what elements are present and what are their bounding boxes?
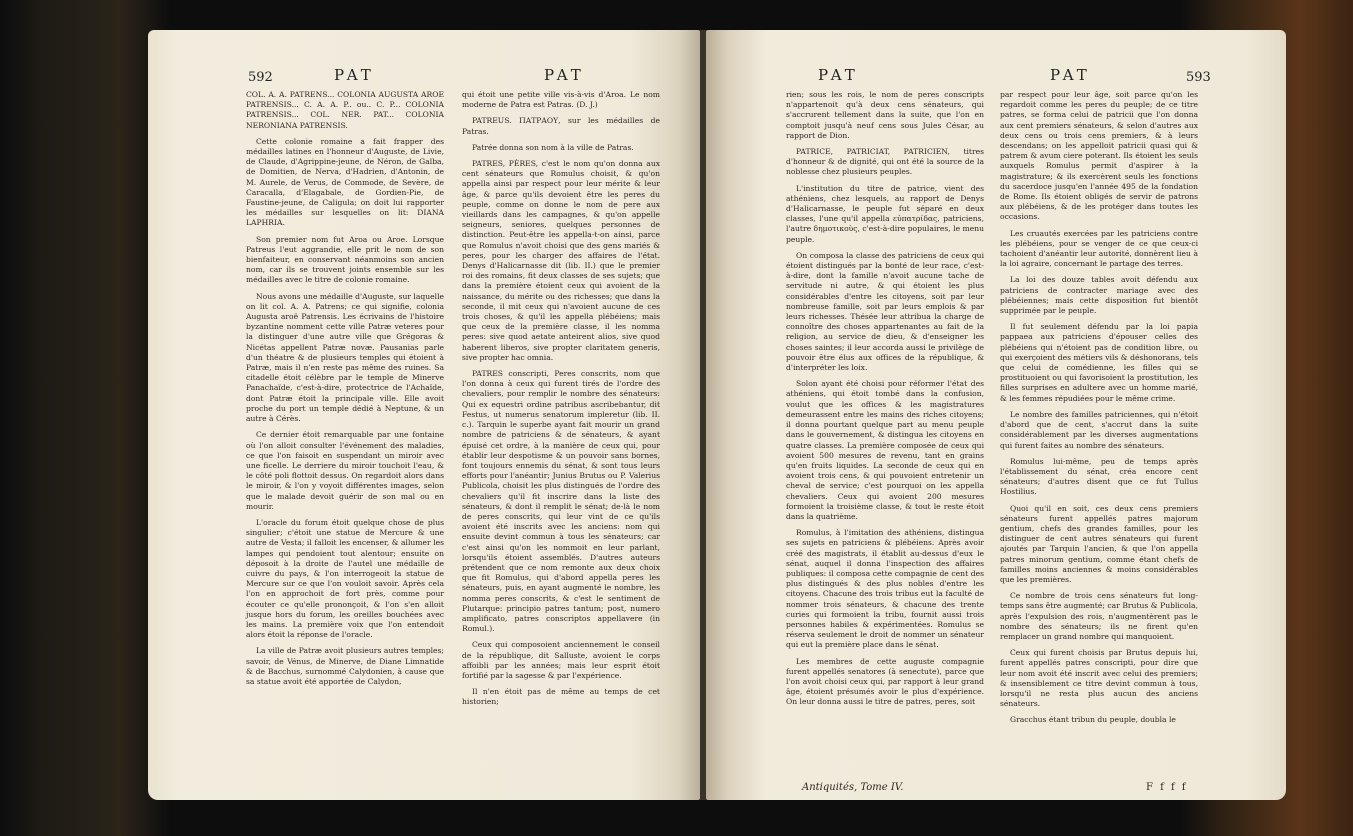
paragraph: Cette colonie romaine a fait frapper des médailles latines en l'honneur d'Auguste, de Livie, de Claude, d'Agrippine-jeune, de Néron, de Galba, de Domitien, de Nerva, d'Hadrien, d'Antonin, de M. Aurele, de Verus, de Commode, de Sevère, de Caracalla, d'Elagabale, de Gordien-Pie, de Faustine-jeune, de Caligula; on doit lui rapporter les médailles sur lesquelles on lit: DIANA LAPHRIA. bbox=[246, 136, 444, 228]
paragraph: L'oracle du forum étoit quelque chose de plus singulier; c'étoit une statue de Mercure & une autre de Vesta; il falloit les encenser, & allumer les lampes qui pendoient tout alentour; ensuite on déposoit à la droite de l'autel une médaille de cuivre du pays, & l'on interrogeoit la statue de Mercure sur ce que l'on vouloit savoir. Après cela l'on en approchoit de fort près, comme pour écouter ce qu'elle prononçoit, & l'on s'en alloit jusque hors du forum, les oreilles bouchées avec les mains. La première voix que l'on entendoit alors étoit la réponse de l'oracle. bbox=[246, 517, 444, 640]
paragraph: Ce nombre de trois cens sénateurs fut long-temps sans être augmenté; car Brutus & Publicola, après l'expulsion des rois, n'augmentèrent pas le nombre des sénateurs; ils ne firent qu'en remplacer un grand nombre qui manquoient. bbox=[1000, 591, 1198, 641]
paragraph: Le nombre des familles patriciennes, qui n'étoit d'abord que de cent, s'accrut dans la suite considérablement par les diverses augmentations qui furent faites au nombre des sénateurs. bbox=[1000, 409, 1198, 450]
paragraph: Romulus lui-même, peu de temps après l'établissement du sénat, créa encore cent sénateurs; d'autres disent que ce fut Tullus Hostilius. bbox=[1000, 456, 1198, 497]
paragraph: Romulus, à l'imitation des athéniens, distingua ses sujets en patriciens & plébéiens. Après avoir créé des magistrats, il établit au-dessus d'eux le sénat, auquel il donna l'inspection des affaires publiques: il composa cette compagnie de cent des plus distingués & des plus nobles d'entre les citoyens. Chacune des trois tribus eut la faculté de nommer trois sénateurs, & chacune des trente curies qui formoient la tribu, fournit aussi trois personnes habiles & expérimentées. Romulus se réserva seulement le droit de nommer un sénateur qui eut la première place dans le sénat. bbox=[786, 528, 984, 650]
paragraph: PATRES, PÈRES, c'est le nom qu'on donna aux cent sénateurs que Romulus choisit, & qu'on appella ainsi par respect pour leur mérite & leur âge, & parce qu'ils devoient être les peres du peuple, comme on donne le nom de pere aux vieillards dans les campagnes, & qu'on appelle seigneurs, seniores, quelques personnes de distinction. Peut-être les appella-t-on ainsi, parce que Romulus n'avoit choisi que des gens mariés & peres, pour les charger des affaires de l'état. Denys d'Halicarnasse dit (lib. II.) que le premier roi des romains, fit deux classes de ses sujets; que dans la première étoient ceux qui avoient de la naissance, du mérite ou des richesses; que dans la seconde, il mit ceux qui n'avoient aucune de ces trois choses, & qu'il les appella plébéiens; mais que ceux de la première classe, il les nomma peres: sive quod aetate anteirent alios, sive quod haberent liberos, sive propter claritatem generis, sive propter hac omnia. bbox=[462, 159, 660, 362]
paragraph: Ce dernier étoit remarquable par une fontaine où l'on alloit consulter l'événement des maladies, ce que l'on faisoit en suspendant un miroir avec une ficelle. Le derriere du miroir touchoit l'eau, & le côté poli flottoit dessus. On regardoit alors dans le miroir, & l'on y voyoit différentes images, selon que le malade devoit guérir de son mal ou en mourir. bbox=[246, 430, 444, 511]
paragraph: rien; sous les rois, le nom de peres conscripts n'appartenoit qu'à deux cens sénateurs, qui s'accrurent tellement dans la suite, que l'on en comptoit jusqu'à neuf cens sous Jules César, au rapport de Dion. bbox=[786, 90, 984, 140]
paragraph: La ville de Patræ avoit plusieurs autres temples; savoir, de Vénus, de Minerve, de Diane Limnatide & de Bacchus, surnommé Calydonien, à cause que sa statue avoit été apportée de Calydon, bbox=[246, 646, 444, 686]
paragraph: La loi des douze tables avoit défendu aux patriciens de contracter mariage avec des plébéiennes; mais cette disposition fut bientôt supprimée par le peuple. bbox=[1000, 275, 1198, 316]
paragraph: PATRICE, PATRICIAT, PATRICIEN, titres d'honneur & de dignité, qui ont été la source de la noblesse chez plusieurs peuples. bbox=[786, 147, 984, 177]
footer-volume-title: Antiquités, Tome IV. bbox=[802, 782, 904, 793]
right-column-1 bbox=[786, 90, 984, 714]
right-column-2 bbox=[1000, 90, 1198, 732]
right-page-number: 593 bbox=[1186, 70, 1211, 85]
paragraph: Ceux qui furent choisis par Brutus depuis lui, furent appellés patres conscripti, pour dire que leur nom avoit été inscrit avec celui des premiers; & insensiblement ce titre devint commun à tous, lorsqu'il ne resta plus aucun des anciens sénateurs. bbox=[1000, 648, 1198, 709]
paragraph: Nous avons une médaille d'Auguste, sur laquelle on lit col. A. A. Patrens; ce qui signifie, colonia Augusta aroë Patrensis. Les écrivains de l'histoire byzantine nomment cette ville Patræ veteres pour la distinguer d'une autre ville que Grégoras & Nicétas appellent Patræ novæ. Pausanias parle d'un théatre & de plusieurs temples qui étoient à Patræ, mais il n'en reste pas même des ruines. Sa citadelle étoit célèbre par le temple de Minerve Panachaïde, c'est-à-dire, protectrice de l'Achaïde, dont Patræ étoit la principale ville. Elle avoit proche du port un temple dédié à Neptune, & un autre à Cérès. bbox=[246, 291, 444, 424]
left-running-head-1: PAT bbox=[334, 66, 375, 84]
paragraph: Gracchus étant tribun du peuple, doubla le bbox=[1010, 715, 1176, 725]
paragraph: Les membres de cette auguste compagnie furent appellés senatores (à senectute), parce que l'on avoit choisi ceux qui, par rapport à leur grand âge, étoient présumés avoir le plus d'expérience. On leur donna aussi le titre de patres, peres, soit bbox=[786, 656, 984, 707]
paragraph: Il n'en étoit pas de même au temps de cet historien; bbox=[462, 687, 660, 707]
left-page-number: 592 bbox=[248, 70, 273, 85]
paragraph: Quoi qu'il en soit, ces deux cens premiers sénateurs furent appellés patres majorum gentium, chefs des grandes familles, pour les distinguer de cent autres sénateurs qui furent ajoutés par Tarquin l'ancien, & que l'on appella patres minorum gentium, comme étant chefs de familles moins anciennes & moins considérables que les premières. bbox=[1000, 503, 1198, 584]
paragraph: L'institution du titre de patrice, vient des athéniens, chez lesquels, au rapport de Denys d'Halicarnasse, le peuple fut séparé en deux classes, l'une qu'il appella εὐπατρίδας, patriciens, l'autre δημοτικοὺς, c'est-à-dire populaires, le menu peuple. bbox=[786, 183, 984, 244]
paragraph: PATRES conscripti, Peres conscrits, nom que l'on donna à ceux qui furent tirés de l'ordre des chevaliers, pour remplir le nombre des sénateurs: Qui ex equestri ordine patribus ascribebantur, dit Festus, ut numerus senatorum impleretur (lib. II. c.). Tarquin le superbe ayant fait mourir un grand nombre de patriciens & de sénateurs, & ayant épuisé cet ordre, à la manière de ceux qui, pour établir leur despotisme & un pouvoir sans bornes, font toujours ennemis du sénat, & sont tous leurs efforts pour l'anéantir; Junius Brutus ou P. Valerius Publicola, choisit les plus distingués de l'ordre des chevaliers qu'il fit inscrire dans la liste des sénateurs, & dont il remplit le sénat; de-là le nom de peres conscrits, qui leur vint de ce qu'ils avoient été inscrits avec les anciens: nom qui ensuite devint commun à tous les sénateurs; car c'est ainsi qu'on les nommoit en leur parlant, lorsqu'ils étoient assemblés. D'autres auteurs prétendent que ce nom remonte aux deux choix que fit Romulus, qui d'abord appella peres les sénateurs, puis, en ayant augmenté le nombre, les nomma peres conscrits, & c'est le sentiment de Plutarque: principio patres tantum; post, numero amplificato, patres conscriptos appellavere (in Romul.). bbox=[462, 369, 660, 634]
paragraph: Solon ayant été choisi pour réformer l'état des athéniens, qui étoit tombé dans la confusion, voulut que les offices & les magistratures demeurassent entre les mains des riches citoyens; il donna pourtant quelque part au menu peuple dans le gouvernement, & distingua les citoyens en quatre classes. La première composée de ceux qui avoient 500 mesures de revenu, tant en grains qu'en fruits liquides. La seconde de ceux qui en avoient trois cens, & qui pouvoient entretenir un cheval de service; c'est pourquoi on les appella chevaliers. Ceux qui avoient 200 mesures formoient la troisième classe, & tout le reste étoit dans la quatrième. bbox=[786, 379, 984, 521]
paragraph: Patrée donna son nom à la ville de Patras. bbox=[472, 142, 634, 152]
left-column-1 bbox=[246, 90, 444, 693]
left-column-2 bbox=[462, 90, 660, 714]
paragraph: PATREUS. ΠΑΤΡΑΟΥ, sur les médailles de Patras. bbox=[462, 116, 660, 136]
paragraph: Il fut seulement défendu par la loi papia pappaea aux patriciens d'épouser celles des plébéiens qui n'étoient pas de condition libre, ou qui exerçoient des métiers vils & déshonorans, tels que celui de comédienne, les filles qui se prostituoient ou qui favorisoient la prostitution, les filles surprises en adultere avec un homme marié, & les femmes répudiées pour le même crime. bbox=[1000, 322, 1198, 403]
right-running-head-2: PAT bbox=[1050, 66, 1091, 84]
right-page bbox=[706, 30, 1286, 800]
signature-mark: F f f f bbox=[1146, 782, 1188, 793]
paragraph: Ceux qui composoient anciennement le conseil de la république, dit Salluste, avoient le corps affoibli par les années; mais leur esprit étoit fortifié par la sagesse & par l'expérience. bbox=[462, 640, 660, 680]
paragraph: COL. A. A. PATRENS... COLONIA AUGUSTA AROE PATRENSIS... C. A. A. P.. ou.. C. P... COLONIA PATRENSIS... COL. NER. PAT... COLONIA NERONIANA PATRENSIS. bbox=[246, 90, 444, 130]
paragraph: Les cruautés exercées par les patriciens contre les plébéiens, pour se venger de ce que ceux-ci tachoient d'anéantir leur autorité, donnèrent lieu à la loi agraire, concernant le partage des terres. bbox=[1000, 228, 1198, 269]
right-running-head-1: PAT bbox=[818, 66, 859, 84]
paragraph: Son premier nom fut Aroa ou Aroe. Lorsque Patreus l'eut aggrandie, elle prit le nom de son bienfaiteur, en conservant néanmoins son ancien nom, car ils se trouvent joints ensemble sur les médailles avec le titre de colonie romaine. bbox=[246, 234, 444, 285]
left-running-head-2: PAT bbox=[544, 66, 585, 84]
left-page bbox=[148, 30, 700, 800]
paragraph: par respect pour leur âge, soit parce qu'on les regardoit comme les peres du peuple; de ce titre patres, se forma celui de patricii que l'on donna aux cent premiers sénateurs, & selon d'autres aux deux cens ou trois cens premiers, & à leurs descendans; on les appelloit patricii quasi qui & patrem & avum ciere poterant. Ils étoient les seuls auxquels Romulus permit d'aspirer à la magistrature; & ils exercèrent seuls les fonctions du sacerdoce jusqu'en l'année 495 de la fondation de Rome. Ils étoient obligés de servir de patrons aux plébéiens, & de les protéger dans toutes les occasions. bbox=[1000, 90, 1198, 222]
paragraph: On composa la classe des patriciens de ceux qui étoient distingués par la bonté de leur race, c'est-à-dire, dont la famille n'avoit aucune tache de servitude ni autre, & qui étoient les plus considérables d'entre les citoyens, soit par leur nombreuse famille, soit par leurs emplois & par leurs richesses. Thésée leur attribua la charge de connoître des choses appartenantes au fait de la religion, au service de dieu, & d'enseigner les choses saintes; il leur accorda aussi le privilège de pouvoir être élus aux offices de la république, & d'interpréter les loix. bbox=[786, 250, 984, 373]
paragraph: qui étoit une petite ville vis-à-vis d'Aroa. Le nom moderne de Patra est Patras. (D. J.) bbox=[462, 90, 660, 110]
